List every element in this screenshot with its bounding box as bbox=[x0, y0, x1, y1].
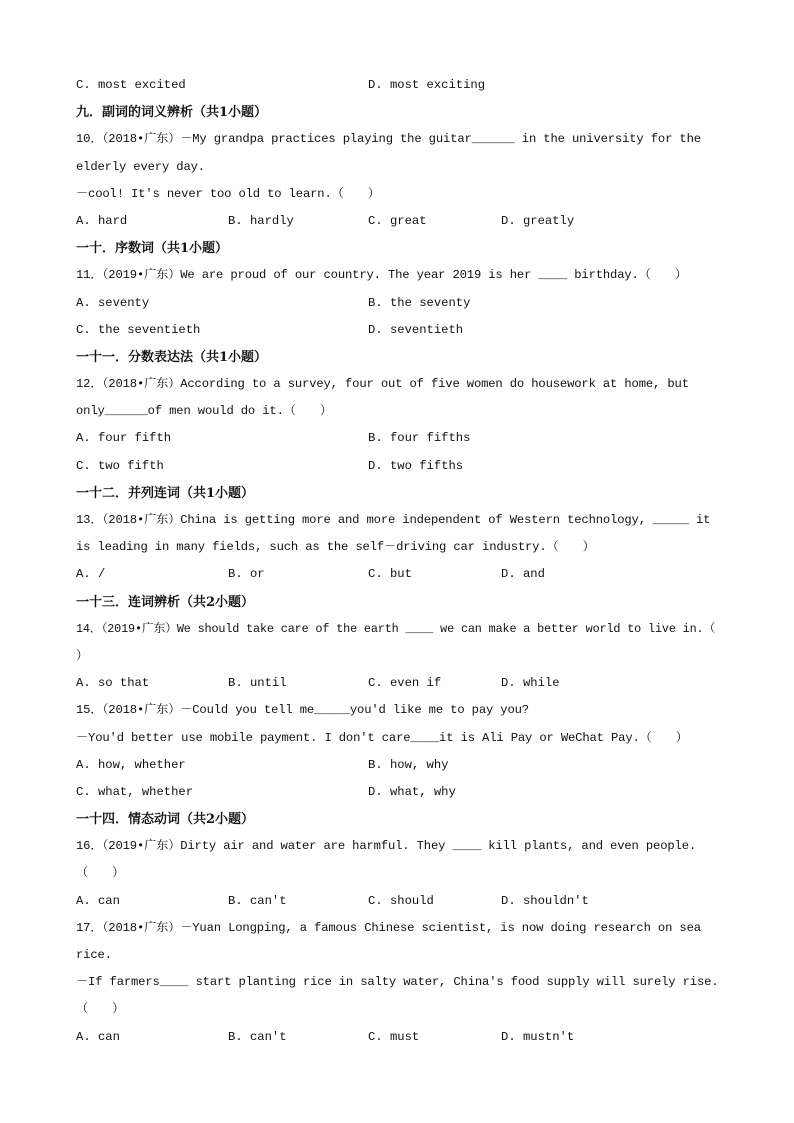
question-15-line-1: 15．（2018•广东）－Could you tell me_____you'd like me to pay you? bbox=[76, 703, 529, 718]
question-12-line-1: 12．（2018•广东）According to a survey, four out of five women do housework at home, but bbox=[76, 377, 689, 392]
question-15-options-row-2 bbox=[76, 779, 718, 806]
option-b[interactable]: B. the seventy bbox=[368, 295, 471, 310]
section-title-adverbs: 九．副词的词义辨析（共1小题） bbox=[76, 105, 268, 121]
section-title-conjunction-analysis: 一十三．连词辨析（共2小题） bbox=[76, 594, 255, 610]
option-b[interactable]: B. can't bbox=[228, 1029, 287, 1044]
question-10-line-3: －cool! It's never too old to learn.（ ） bbox=[76, 186, 380, 201]
option-a[interactable]: A. four fifth bbox=[76, 431, 172, 446]
option-a[interactable]: A. hard bbox=[76, 213, 128, 228]
option-b[interactable]: B. can't bbox=[228, 893, 287, 908]
option-c[interactable]: C. what, whether bbox=[76, 784, 194, 799]
prev-question-options bbox=[76, 72, 718, 99]
question-14-options bbox=[76, 670, 718, 697]
option-c[interactable]: C. should bbox=[368, 893, 434, 908]
question-15-options-row-1 bbox=[76, 752, 718, 779]
option-d[interactable]: D. shouldn't bbox=[501, 893, 589, 908]
question-10-line-1: 10．（2018•广东）－My grandpa practices playing the guitar______ in the university for the bbox=[76, 132, 701, 147]
section-title-modal-verbs: 一十四．情态动词（共2小题） bbox=[76, 812, 255, 828]
question-17-line-2: rice. bbox=[76, 948, 112, 962]
question-10-line-2: elderly every day. bbox=[76, 159, 205, 174]
option-b[interactable]: B. until bbox=[228, 676, 287, 691]
option-a[interactable]: A. can bbox=[76, 1029, 120, 1044]
option-d[interactable]: D. while bbox=[501, 676, 560, 691]
question-17-line-1: 17．（2018•广东）－Yuan Longping, a famous Chinese scientist, is now doing research on sea bbox=[76, 920, 701, 935]
option-c[interactable]: C. the seventieth bbox=[76, 322, 201, 337]
question-16-line-1: 16．（2019•广东）Dirty air and water are harmful. They ____ kill plants, and even people. bbox=[76, 839, 697, 854]
question-17-line-3: －If farmers____ start planting rice in salty water, China's food supply will surely rise. bbox=[76, 975, 719, 990]
option-c[interactable]: C. great bbox=[368, 213, 427, 228]
question-16-options bbox=[76, 888, 718, 915]
question-14-line-1: 14．（2019•广东）We should take care of the earth ____ we can make a better world to live in.（ bbox=[76, 621, 716, 636]
option-a[interactable]: A. seventy bbox=[76, 295, 150, 310]
option-b[interactable]: B. hardly bbox=[228, 213, 294, 228]
question-15-line-2: －You'd better use mobile payment. I don't care____it is Ali Pay or WeChat Pay.（ ） bbox=[76, 730, 688, 745]
option-a[interactable]: A. so that bbox=[76, 676, 150, 691]
question-14-line-2: ） bbox=[76, 648, 89, 663]
question-17-options bbox=[76, 1024, 718, 1051]
option-d[interactable]: D. seventieth bbox=[368, 322, 464, 337]
option-c[interactable]: C. even if bbox=[368, 676, 442, 691]
option-c[interactable]: C. but bbox=[368, 567, 412, 582]
question-11-options-row-2 bbox=[76, 317, 718, 344]
question-16-line-2: （ ） bbox=[76, 866, 125, 881]
section-title-ordinals: 一十．序数词（共1小题） bbox=[76, 241, 229, 257]
option-b[interactable]: B. how, why bbox=[368, 757, 449, 772]
question-17-line-4: （ ） bbox=[76, 1002, 125, 1017]
exam-page bbox=[76, 72, 718, 1051]
option-d[interactable]: D. what, why bbox=[368, 784, 456, 799]
option-a[interactable]: A. how, whether bbox=[76, 757, 186, 772]
option-d[interactable]: D. greatly bbox=[501, 213, 575, 228]
option-d[interactable]: D. mustn't bbox=[501, 1029, 575, 1044]
question-10-options bbox=[76, 208, 718, 235]
question-13-options bbox=[76, 561, 718, 588]
question-12-options-row-1 bbox=[76, 425, 718, 452]
question-11-options-row-1 bbox=[76, 290, 718, 317]
option-a[interactable]: A. can bbox=[76, 893, 120, 908]
option-b[interactable]: B. four fifths bbox=[368, 431, 471, 446]
option-c[interactable]: C. must bbox=[368, 1029, 420, 1044]
option-d[interactable]: D. most exciting bbox=[368, 78, 486, 92]
question-13-line-2: is leading in many fields, such as the self－driving car industry.（ ） bbox=[76, 540, 595, 555]
option-d[interactable]: D. and bbox=[501, 567, 545, 582]
section-title-coordinating-conjunctions: 一十二．并列连词（共1小题） bbox=[76, 485, 255, 501]
option-b[interactable]: B. or bbox=[228, 567, 265, 582]
option-c[interactable]: C. most excited bbox=[76, 78, 186, 92]
question-12-line-2: only______of men would do it.（ ） bbox=[76, 404, 332, 419]
option-c[interactable]: C. two fifth bbox=[76, 458, 164, 473]
option-a[interactable]: A. / bbox=[76, 567, 106, 582]
question-12-options-row-2 bbox=[76, 453, 718, 480]
question-11-line-1: 11．（2019•广东）We are proud of our country. The year 2019 is her ____ birthday.（ ） bbox=[76, 268, 687, 283]
section-title-fractions: 一十一．分数表达法（共1小题） bbox=[76, 349, 268, 365]
option-d[interactable]: D. two fifths bbox=[368, 458, 464, 473]
question-13-line-1: 13．（2018•广东）China is getting more and more independent of Western technology, _____ it bbox=[76, 513, 711, 527]
